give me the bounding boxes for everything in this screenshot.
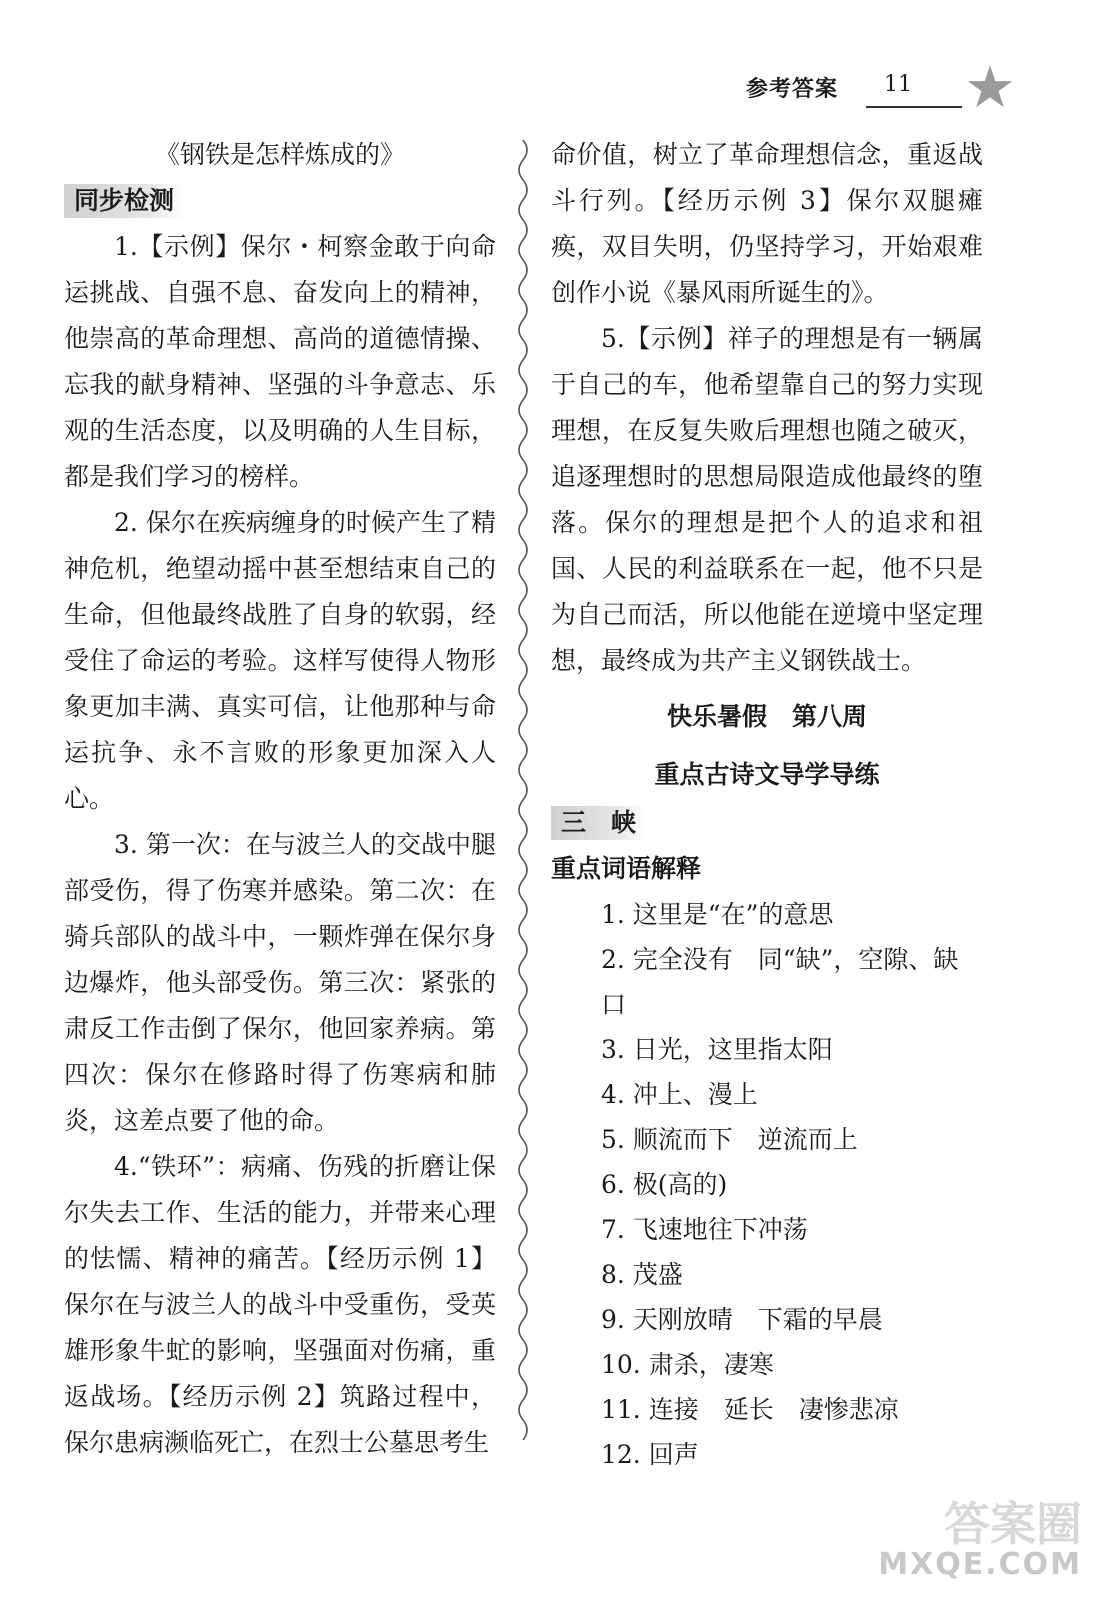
vocab-item: 4. 冲上、漫上: [601, 1080, 758, 1109]
vocab-item: 12. 回声: [601, 1440, 699, 1469]
answer-4: 4.“铁环”：病痛、伤残的折磨让保尔失去工作、生活的能力，并带来心理的怯懦、精神的痛苦。【经历示例 1】保尔在与波兰人的战斗中受重伤，受英雄形象牛虻的影响，坚强面对伤痛，重返战场。【经历示例 2】筑路过程中，保尔患病濒临死亡，在烈士公墓思考生: [64, 1152, 496, 1457]
vocab-item: 1. 这里是“在”的意思: [601, 900, 834, 929]
vocab-item: 5. 顺流而下 逆流而上: [601, 1125, 858, 1154]
section-bar-sync-test: 同步检测: [64, 184, 184, 218]
vocab-item: 10. 肃杀，凄寒: [601, 1350, 774, 1379]
vocab-item: 8. 茂盛: [601, 1260, 683, 1289]
vocab-item: 2. 完全没有 同“缺”，空隙、缺口: [601, 945, 959, 1019]
vocab-item: 3. 日光，这里指太阳: [601, 1035, 833, 1064]
answer-1: 1.【示例】保尔・柯察金敢于向命运挑战、自强不息、奋发向上的精神，他崇高的革命理想、高尚的道德情操、忘我的献身精神、坚强的斗争意志、乐观的生活态度，以及明确的人生目标，都是我们学习的榜样。: [64, 232, 496, 491]
header-label: 参考答案: [746, 77, 839, 102]
column-divider: [514, 140, 532, 1440]
vocab-heading: 重点词语解释: [551, 854, 702, 883]
right-column: [551, 132, 983, 1477]
week-title: 快乐暑假 第八周: [666, 702, 867, 731]
vocab-item: 6. 极(高的): [601, 1170, 728, 1199]
page-number: 11: [884, 72, 912, 97]
lesson-bar: 三 峡: [551, 806, 646, 840]
left-column: [64, 132, 496, 1466]
sub-title: 重点古诗文导学导练: [654, 760, 880, 789]
book-title: 《钢铁是怎样炼成的》: [154, 140, 405, 169]
answer-4-continued: 命价值，树立了革命理想信念，重返战斗行列。【经历示例 3】保尔双腿瘫痪，双目失明，仍坚持学习，开始艰难创作小说《暴风雨所诞生的》。: [551, 140, 983, 307]
vocab-item: 7. 飞速地往下冲荡: [601, 1215, 808, 1244]
answer-3: 3. 第一次：在与波兰人的交战中腿部受伤，得了伤寒并感染。第二次：在骑兵部队的战斗中，一颗炸弹在保尔身边爆炸，他头部受伤。第三次：紧张的肃反工作击倒了保尔，他回家养病。第四次：保尔在修路时得了伤寒病和肺炎，这差点要了他的命。: [64, 830, 496, 1135]
watermark-logo: [878, 1497, 1082, 1582]
vocab-item: 9. 天刚放晴 下霜的早晨: [601, 1305, 883, 1334]
answer-5: 5.【示例】祥子的理想是有一辆属于自己的车，他希望靠自己的努力实现理想，在反复失败后理想也随之破灭，追逐理想时的思想局限造成他最终的堕落。保尔的理想是把个人的追求和祖国、人民的利益联系在一起，他不只是为自己而活，所以他能在逆境中坚定理想，最终成为共产主义钢铁战士。: [551, 324, 983, 675]
star-icon: ★: [964, 53, 1016, 121]
watermark-url: MXQE.COM: [878, 1547, 1082, 1582]
answer-2: 2. 保尔在疾病缠身的时候产生了精神危机，绝望动摇中甚至想结束自己的生命，但他最终战胜了自身的软弱，经受住了命运的考验。这样写使得人物形象更加丰满、真实可信，让他那种与命运抗争、永不言败的形象更加深入人心。: [64, 508, 496, 813]
header-rule: [866, 106, 962, 108]
vocab-item: 11. 连接 延长 凄惨悲凉: [601, 1395, 899, 1424]
watermark-text: 答案圈: [944, 1497, 1082, 1551]
page-header: [746, 53, 1046, 121]
